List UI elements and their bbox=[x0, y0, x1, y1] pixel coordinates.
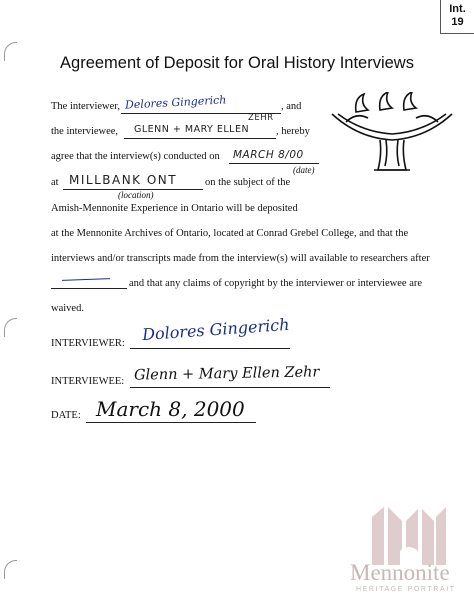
interviewer-signature-label: INTERVIEWER: bbox=[51, 338, 125, 349]
interviewee-handwritten-surname: ZEHR bbox=[248, 113, 274, 123]
at-text: at bbox=[51, 177, 59, 188]
punch-hole-mark bbox=[4, 318, 17, 337]
location-caption: (location) bbox=[118, 190, 154, 200]
tag-label: Int. bbox=[449, 3, 466, 15]
body-line: and that any claims of copyright by the interviewer or interviewee are bbox=[129, 278, 423, 289]
interviewee-intro-text: the interviewee, bbox=[51, 126, 119, 137]
watermark-brand-subtitle: HERITAGE PORTRAIT bbox=[356, 586, 456, 593]
interviewer-signature-line bbox=[130, 348, 290, 349]
body-line: Amish-Mennonite Experience in Ontario will be deposited bbox=[51, 203, 298, 214]
body-line: interviews and/or transcripts made from the interview(s) will available to researchers after bbox=[51, 253, 430, 264]
page-title: Agreement of Deposit for Oral History Interviews bbox=[60, 54, 414, 72]
release-date-dash bbox=[62, 278, 110, 281]
interviewer-signature: Dolores Gingerich bbox=[141, 314, 291, 345]
watermark-brand-name: Mennonite bbox=[350, 560, 450, 585]
interviewee-name-line bbox=[124, 138, 276, 139]
interview-handwritten-location: MILLBANK ONT bbox=[69, 173, 178, 187]
date-caption: (date) bbox=[293, 165, 315, 175]
interview-handwritten-date: MARCH 8/00 bbox=[233, 149, 304, 161]
body-line: at the Mennonite Archives of Ontario, located at Conrad Grebel College, and that the bbox=[51, 228, 409, 239]
release-date-line bbox=[51, 288, 127, 289]
body-line: waived. bbox=[51, 303, 84, 314]
college-logo-icon bbox=[328, 92, 456, 178]
interviewee-handwritten-name: GLENN + MARY ELLEN bbox=[134, 124, 250, 135]
tag-number: 19 bbox=[451, 16, 464, 28]
punch-hole-mark bbox=[4, 560, 17, 579]
interviewee-signature: Glenn + Mary Ellen Zehr bbox=[133, 364, 320, 384]
and-text: , and bbox=[281, 101, 302, 112]
interview-number-tag bbox=[440, 0, 474, 34]
signed-date: March 8, 2000 bbox=[96, 397, 245, 421]
subject-text: on the subject of the bbox=[205, 177, 291, 188]
watermark-logo-icon bbox=[372, 507, 446, 565]
interviewer-handwritten-name: Delores Gingerich bbox=[124, 93, 227, 112]
date-signature-label: DATE: bbox=[51, 410, 81, 421]
date-signature-line bbox=[86, 422, 256, 423]
interviewee-signature-line bbox=[130, 387, 330, 388]
hereby-text: , hereby bbox=[276, 126, 310, 137]
interviewee-signature-label: INTERVIEWEE: bbox=[51, 376, 125, 387]
date-line bbox=[229, 163, 319, 164]
interviewer-intro-text: The interviewer, bbox=[51, 101, 120, 112]
agree-text: agree that the interview(s) conducted on bbox=[51, 151, 220, 162]
